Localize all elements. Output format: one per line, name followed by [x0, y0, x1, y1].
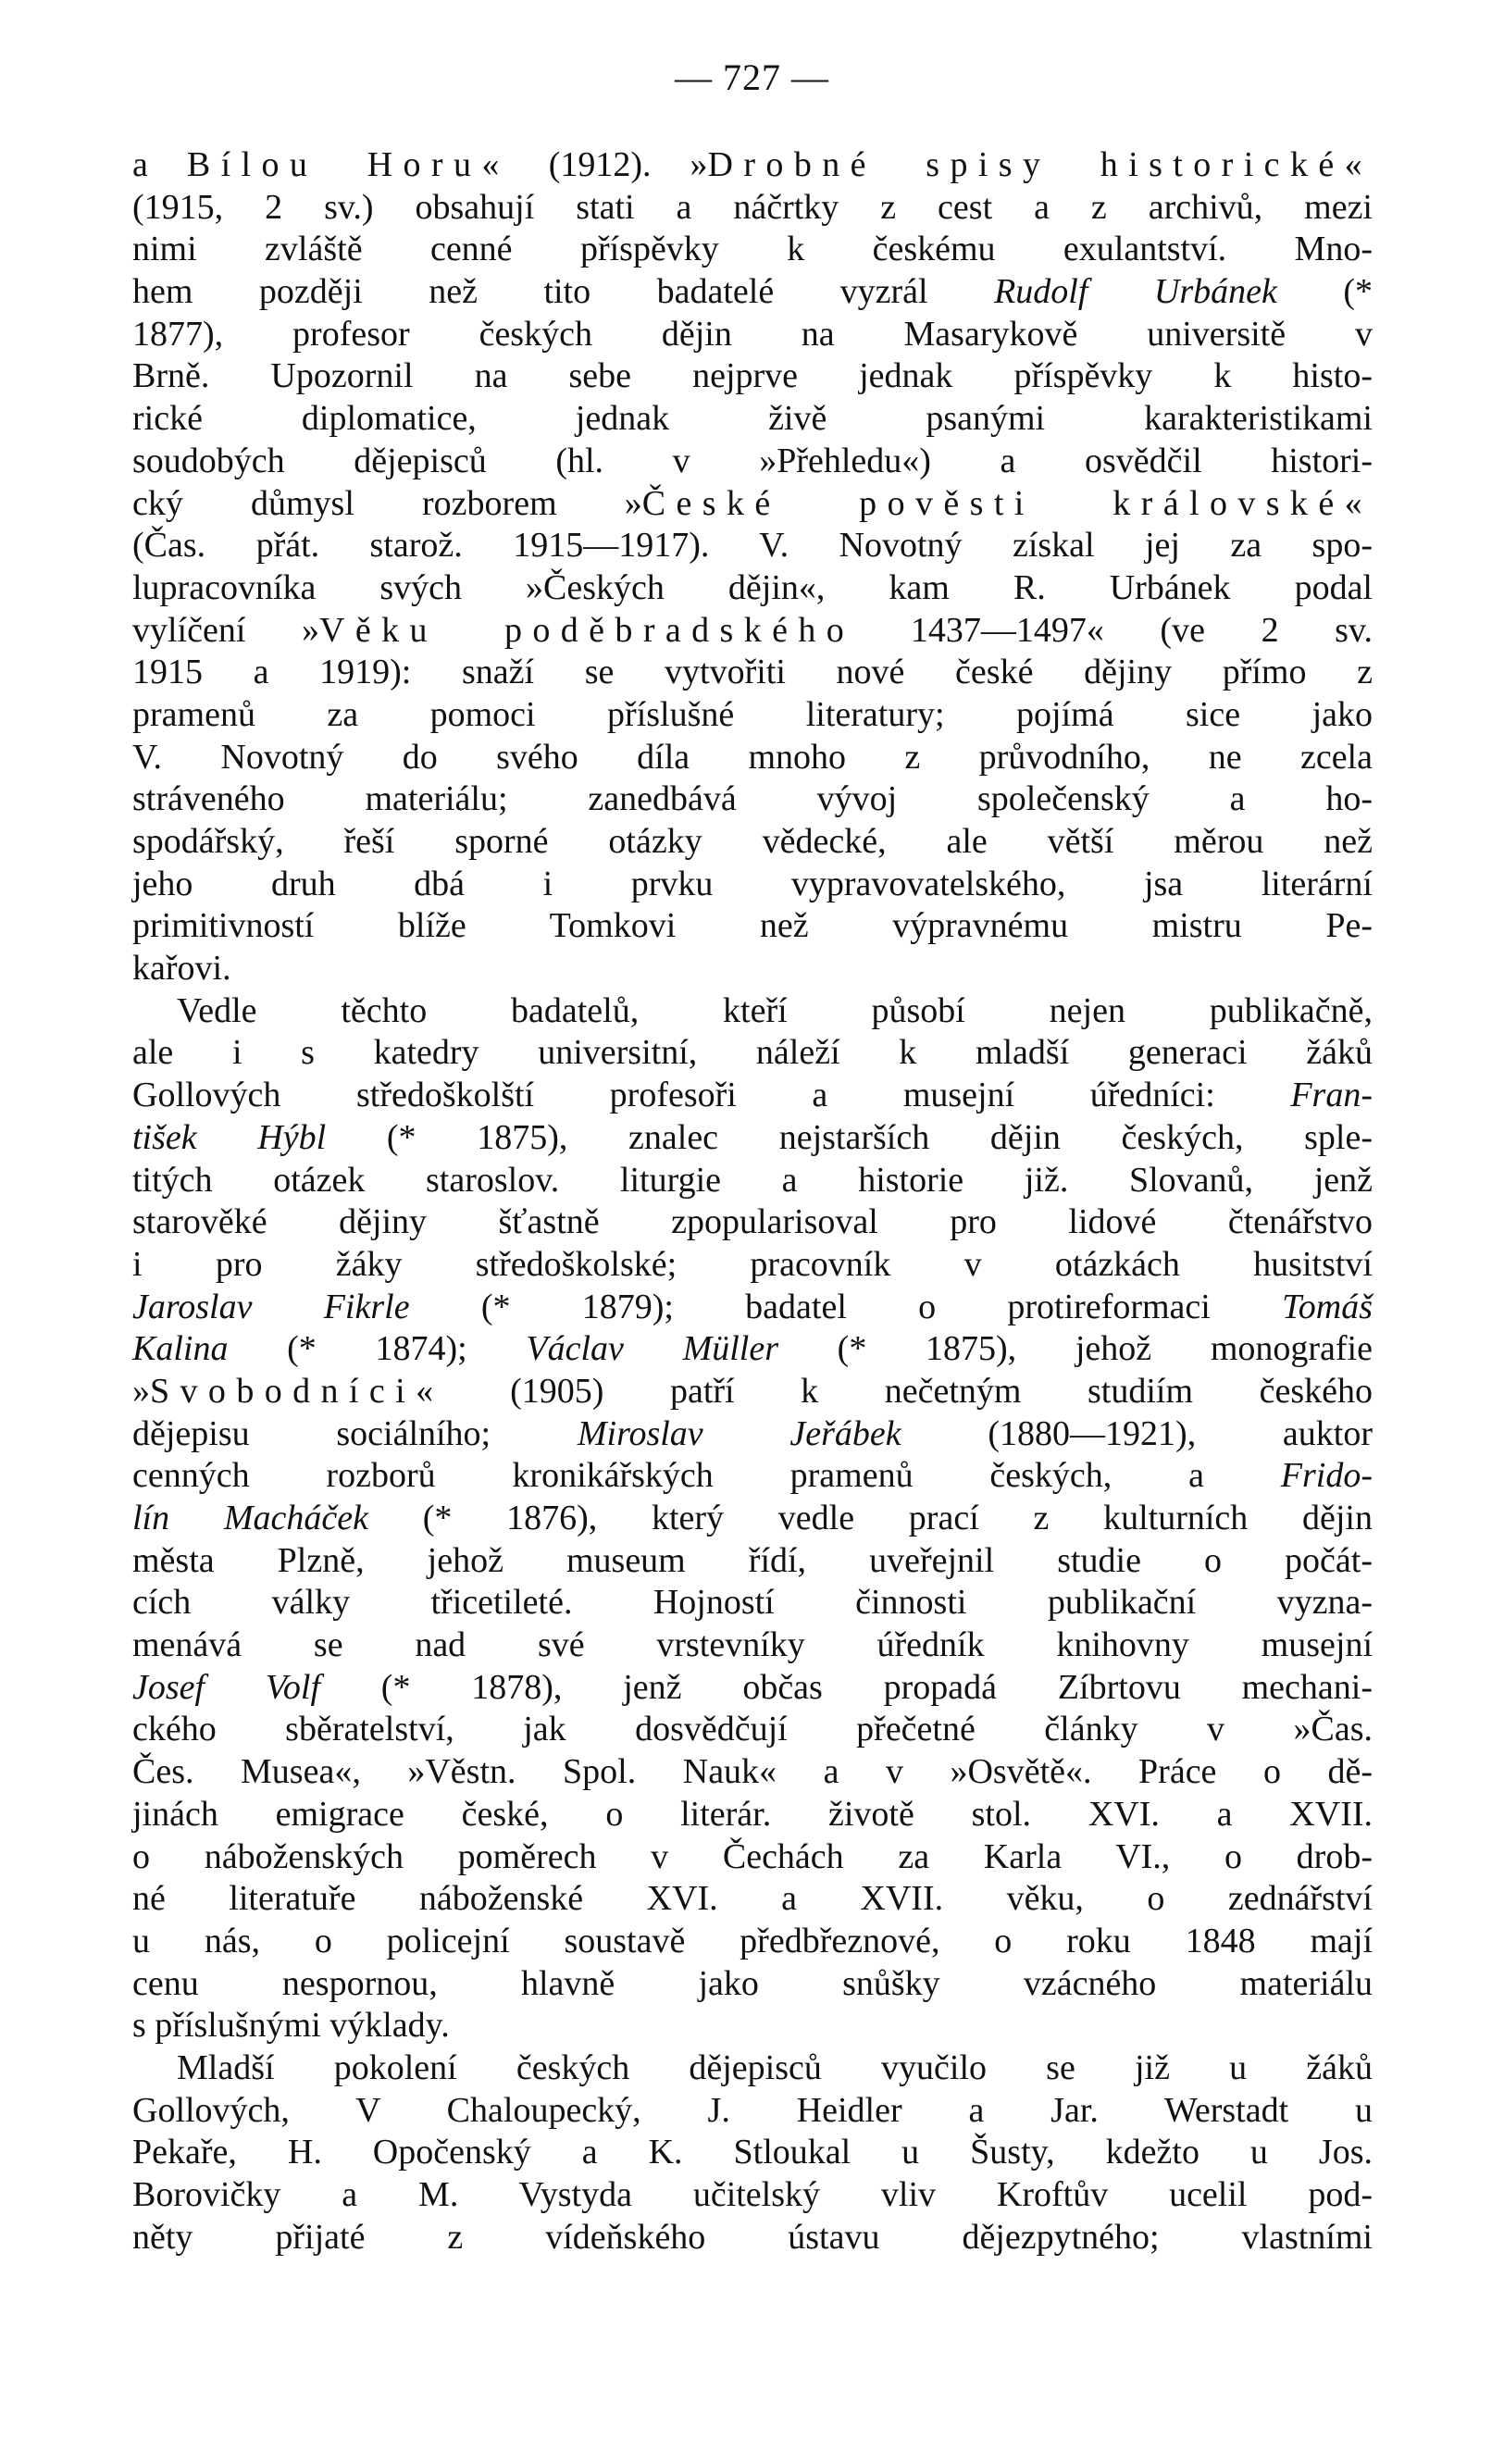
text-run: u nás, o policejní soustavě předbřeznové, o roku 1848 mají	[132, 1921, 1373, 1960]
italic-name: lín Macháček	[132, 1499, 368, 1537]
text-line	[132, 314, 1373, 356]
text-run: titých otázek staroslov. liturgie a historie již. Slovanů, jenž	[132, 1160, 1373, 1200]
text-run: dějepisu sociálního;	[132, 1413, 578, 1453]
text-line	[132, 1836, 1373, 1879]
text-line	[132, 1751, 1373, 1794]
text-line	[132, 229, 1373, 271]
text-run: ckého sběratelství, jak dosvědčují přečetné články v »Čas.	[132, 1710, 1373, 1749]
text-line	[132, 737, 1373, 779]
italic-name: Josef Volf	[132, 1667, 320, 1707]
text-run: vylíčení »	[132, 610, 320, 650]
text-run: (1912). »	[509, 145, 708, 184]
text-run: cenných rozborů kronikářských pramenů českých, a	[132, 1456, 1281, 1496]
text-run: (1880—1921), auktor	[901, 1413, 1373, 1453]
text-line	[132, 1287, 1373, 1329]
text-line	[132, 1413, 1373, 1456]
spaced-title: Bílou Horu«	[186, 145, 510, 184]
text-line	[132, 1582, 1373, 1624]
text-line	[132, 1244, 1373, 1287]
text-line	[132, 441, 1373, 483]
text-run: né literatuře náboženské XVI. a XVII. věku, o zednářství	[132, 1879, 1373, 1919]
text-line	[132, 1540, 1373, 1583]
text-run: 1437—1497« (ve 2 sv.	[854, 610, 1373, 650]
text-run: (* 1875), znalec nejstarších dějin českých, sple-	[326, 1117, 1373, 1157]
text-run: nimi zvláště cenné příspěvky k českému exulantství. Mno-	[132, 230, 1373, 269]
text-line	[132, 1921, 1373, 1963]
text-run: i pro žáky středoškolské; pracovník v otázkách husitství	[132, 1244, 1373, 1284]
text-run: lupracovníka svých »Českých dějin«, kam R. Urbánek podal	[132, 567, 1373, 607]
text-run: pramenů za pomoci příslušné literatury; pojímá sice jako	[132, 694, 1373, 734]
text-run: (* 1875), jehož monografie	[778, 1329, 1373, 1369]
text-line	[132, 355, 1373, 398]
text-run: kařovi.	[132, 949, 231, 989]
spaced-title: Drobné spisy historické«	[707, 145, 1373, 184]
text-line	[132, 990, 1373, 1033]
text-run: Brně. Upozornil na sebe nejprve jednak příspěvky k histo-	[132, 356, 1373, 396]
text-run: Gollových středoškolští profesoři a musejní úředníci:	[132, 1076, 1291, 1115]
text-run: (* 1878), jenž občas propadá Zíbrtovu mechani-	[320, 1667, 1373, 1707]
text-run: soudobých dějepisců (hl. v »Přehledu«) a osvědčil histori-	[132, 441, 1373, 480]
text-run: a	[132, 145, 187, 184]
text-run: cký důmysl rozborem »	[132, 483, 642, 523]
text-line	[132, 1328, 1373, 1371]
text-run: (* 1879); badatel o protireformaci	[409, 1287, 1283, 1326]
text-line	[132, 1667, 1373, 1710]
text-run: 1877), profesor českých dějin na Masarykově universitě v	[132, 314, 1373, 354]
text-line	[132, 144, 1373, 187]
text-line	[132, 567, 1373, 610]
text-line	[132, 2005, 1373, 2047]
text-run: menává se nad své vrstevníky úředník knihovny musejní	[132, 1625, 1373, 1665]
text-run: primitivností blíže Tomkovi než výpravnému mistru Pe-	[132, 906, 1373, 946]
spaced-title: České pověsti královské«	[641, 483, 1373, 523]
text-line	[132, 1498, 1373, 1540]
text-run: (* 1874);	[228, 1329, 527, 1369]
text-run: spodářský, řeší sporné otázky vědecké, ale větší měrou než	[132, 822, 1373, 861]
text-line	[132, 2217, 1373, 2259]
text-line	[132, 398, 1373, 441]
text-run: 1915 a 1919): snaží se vytvořiti nové české dějiny přímo z	[132, 653, 1373, 692]
text-line	[132, 778, 1373, 821]
text-line	[132, 610, 1373, 653]
text-line	[132, 525, 1373, 567]
text-line	[132, 652, 1373, 694]
text-line	[132, 1624, 1373, 1667]
text-run: jinách emigrace české, o literár. životě stol. XVI. a XVII.	[132, 1794, 1373, 1834]
text-line	[132, 1117, 1373, 1160]
text-run: rické diplomatice, jednak živě psanými karakteristikami	[132, 399, 1373, 439]
text-line	[132, 1371, 1373, 1413]
text-line	[132, 1075, 1373, 1117]
italic-name: Václav Müller	[526, 1329, 778, 1369]
italic-name: Jaroslav Fikrle	[132, 1287, 410, 1326]
text-line	[132, 948, 1373, 990]
text-line	[132, 187, 1373, 230]
text-line	[132, 1455, 1373, 1498]
italic-name: Kalina	[132, 1329, 229, 1369]
text-run: Čes. Musea«, »Věstn. Spol. Nauk« a v »Osvětě«. Práce o dě-	[132, 1752, 1373, 1792]
text-run: Gollových, V Chaloupecký, J. Heidler a Jar. Werstadt u	[132, 2090, 1373, 2130]
text-run: jeho druh dbá i prvku vypravovatelského, jsa literární	[132, 864, 1373, 903]
text-run: ale i s katedry universitní, náleží k mladší generaci žáků	[132, 1033, 1373, 1073]
spaced-title: Věku poděbradského	[319, 610, 855, 650]
text-run: stráveného materiálu; zanedbává vývoj společenský a ho-	[132, 779, 1373, 819]
text-run: Borovičky a M. Vystyda učitelský vliv Kroftův ucelil pod-	[132, 2175, 1373, 2214]
text-run: V. Novotný do svého díla mnoho z průvodního, ne zcela	[132, 737, 1373, 777]
text-line	[132, 864, 1373, 906]
text-line	[132, 1878, 1373, 1921]
text-line	[132, 271, 1373, 314]
text-run: (*	[1276, 272, 1373, 312]
italic-name: Frido-	[1280, 1456, 1373, 1496]
text-line	[132, 1709, 1373, 1751]
text-run: hem později než tito badatelé vyzrál	[132, 272, 995, 312]
page-number: — 727 —	[675, 56, 829, 98]
text-run: (Čas. přát. starož. 1915—1917). V. Novotný získal jej za spo-	[132, 526, 1373, 566]
text-run: cenu nespornou, hlavně jako snůšky vzácného materiálu	[132, 1963, 1373, 2003]
text-line	[132, 694, 1373, 737]
text-line	[132, 821, 1373, 864]
italic-name: tišek Hýbl	[132, 1117, 327, 1157]
text-run: »	[132, 1371, 150, 1411]
spaced-title: Svobodníci«	[150, 1371, 444, 1411]
text-run: města Plzně, jehož museum řídí, uveřejnil studie o počát-	[132, 1540, 1373, 1580]
text-run: cích války třicetileté. Hojností činnosti publikační vyzna-	[132, 1583, 1373, 1623]
text-run: s příslušnými výklady.	[132, 2006, 450, 2046]
text-line	[132, 483, 1373, 526]
text-run: (* 1876), který vedle prací z kulturních dějin	[367, 1499, 1373, 1537]
italic-name: Tomáš	[1282, 1287, 1373, 1326]
italic-name: Rudolf Urbánek	[994, 272, 1277, 312]
text-line	[132, 1963, 1373, 2006]
text-run: něty přijaté z vídeňského ústavu dějezpytného; vlastními	[132, 2217, 1373, 2257]
text-line	[132, 2090, 1373, 2133]
text-line	[132, 905, 1373, 948]
text-run: Vedle těchto badatelů, kteří působí nejen publikačně,	[177, 990, 1373, 1030]
text-run: o náboženských poměrech v Čechách za Karla VI., o drob-	[132, 1836, 1373, 1876]
text-run: (1905) patří k nečetným studiím českého	[443, 1371, 1373, 1411]
text-run: Pekaře, H. Opočenský a K. Stloukal u Šusty, kdežto u Jos.	[132, 2133, 1373, 2172]
text-line	[132, 1160, 1373, 1202]
text-run: Mladší pokolení českých dějepisců vyučilo se již u žáků	[177, 2047, 1373, 2087]
text-line	[132, 1201, 1373, 1244]
text-line	[132, 2132, 1373, 2174]
text-line	[132, 2047, 1373, 2090]
italic-name: Fran-	[1290, 1076, 1373, 1115]
text-line	[132, 1794, 1373, 1836]
italic-name: Miroslav Jeřábek	[577, 1413, 901, 1453]
text-line	[132, 2174, 1373, 2217]
text-body	[132, 144, 1373, 2259]
text-run: starověké dějiny šťastně zpopularisoval pro lidové čtenářstvo	[132, 1202, 1373, 1242]
text-run: (1915, 2 sv.) obsahují stati a náčrtky z cest a z archivů, mezi	[132, 187, 1373, 227]
text-line	[132, 1032, 1373, 1075]
